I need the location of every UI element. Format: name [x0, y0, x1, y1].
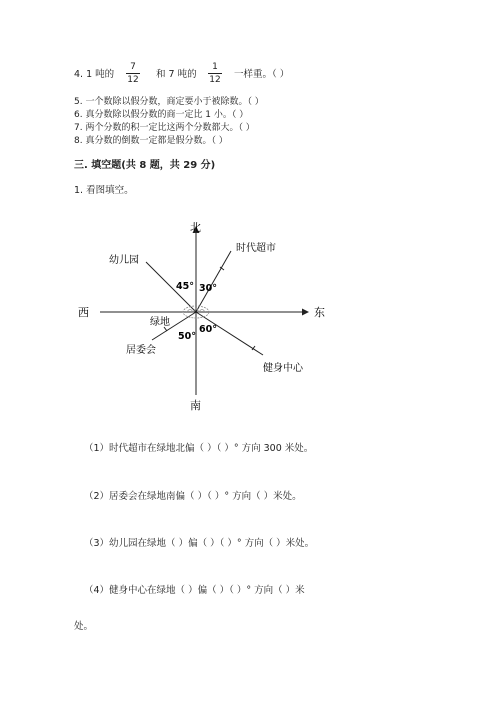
center-label: 绿地	[150, 317, 170, 328]
east-label: 东	[314, 306, 325, 319]
angle-label-sw: 50°	[178, 331, 196, 342]
fraction-1-12	[208, 62, 222, 85]
question-6: 6. 真分数除以假分数的商一定比 1 小。（ ）	[74, 110, 249, 120]
question-8: 8. 真分数的倒数一定都是假分数。（ ）	[74, 136, 228, 146]
north-label: 北	[190, 221, 201, 234]
sub-question-title: 1. 看图填空。	[74, 185, 134, 196]
question-4	[74, 66, 114, 80]
fraction-7-12	[126, 62, 140, 85]
q4-middle: 和 7 吨的	[156, 69, 197, 80]
q4-prefix: 4. 1 吨的	[74, 69, 115, 80]
fraction-numerator: 7	[130, 62, 136, 72]
section-title: 三. 填空题(共 8 题，共 29 分)	[74, 160, 216, 171]
fitness-center-label: 健身中心	[263, 363, 303, 374]
west-label: 西	[78, 306, 89, 319]
committee-label: 居委会	[126, 345, 156, 356]
angle-label-ne: 30°	[199, 283, 217, 294]
fill-question-1: （1）时代超市在绿地北偏（ ）（ ）° 方向 300 米处。	[84, 443, 314, 454]
fill-question-2: （2）居委会在绿地南偏（ ）（ ）° 方向（ ）米处。	[84, 491, 302, 502]
angle-label-nw: 45°	[176, 281, 194, 292]
angle-label-se: 60°	[199, 324, 217, 335]
fill-question-4: （4）健身中心在绿地（ ）偏（ ）（ ）° 方向（ ）米	[84, 585, 305, 596]
fraction-numerator: 1	[212, 62, 218, 72]
kindergarten-label: 幼儿园	[109, 255, 139, 266]
fraction-denominator: 12	[209, 75, 221, 85]
supermarket-label: 时代超市	[236, 243, 276, 254]
question-7: 7. 两个分数的积一定比这两个分数都大。（ ）	[74, 123, 255, 133]
ray-supermarket	[196, 251, 231, 312]
fill-question-3: （3）幼儿园在绿地（ ）偏（ ）（ ）° 方向（ ）米处。	[84, 538, 315, 549]
fill-question-4-continued: 处。	[74, 621, 94, 632]
q4-suffix: 一样重。（ ）	[234, 69, 290, 80]
question-5: 5. 一个数除以假分数，商定要小于被除数。（ ）	[74, 97, 264, 107]
fraction-denominator: 12	[127, 75, 139, 85]
direction-diagram	[70, 215, 340, 415]
south-label: 南	[190, 399, 201, 412]
